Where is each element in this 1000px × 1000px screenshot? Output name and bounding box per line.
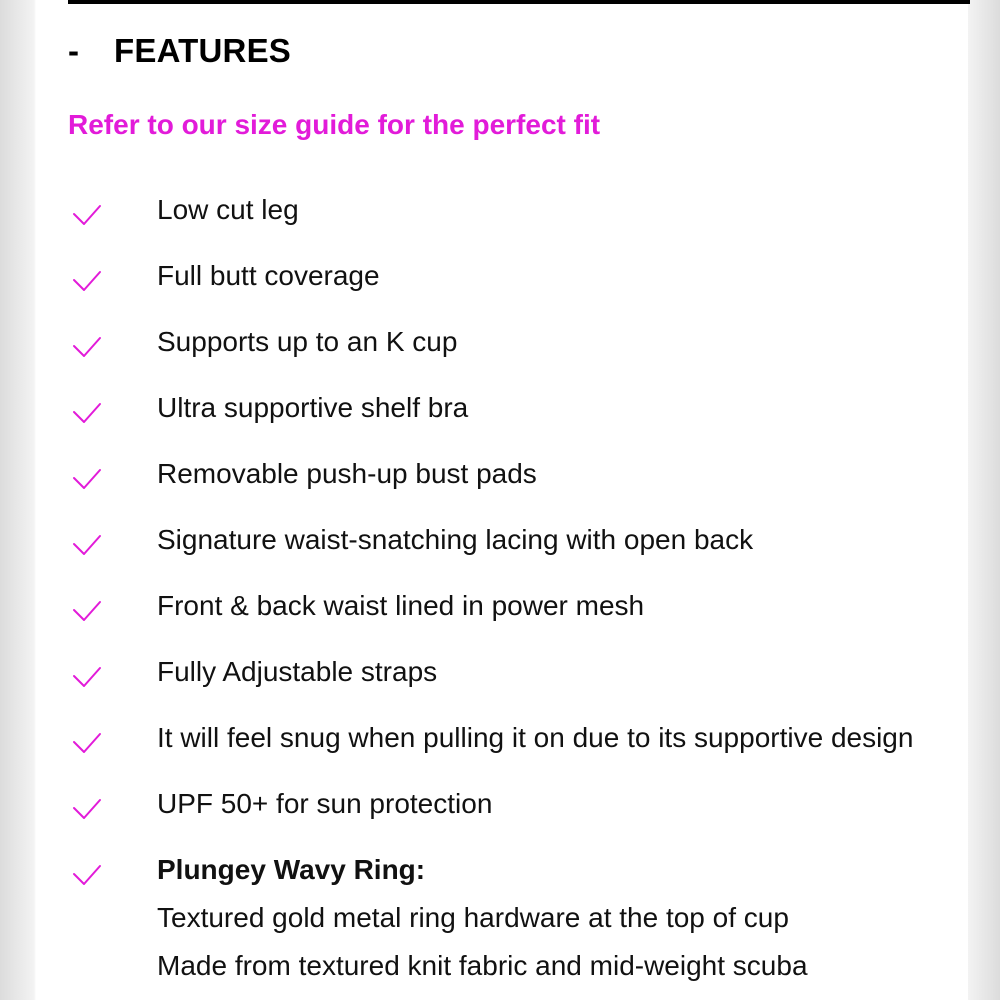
checkmark-icon: [72, 798, 102, 820]
feature-text: UPF 50+ for sun protection: [157, 788, 493, 819]
feature-item: [68, 718, 948, 784]
checkmark-icon: [72, 600, 102, 622]
feature-text: Low cut leg: [157, 194, 299, 225]
features-panel: [36, 0, 968, 1000]
feature-text: It will feel snug when pulling it on due to its supportive design: [157, 722, 914, 753]
checkmark-icon: [72, 666, 102, 688]
feature-item: [68, 520, 948, 586]
feature-text: Removable push-up bust pads: [157, 458, 537, 489]
checkmark-icon: [72, 336, 102, 358]
feature-text: Plungey Wavy Ring:: [157, 854, 426, 885]
size-guide-link[interactable]: Refer to our size guide for the perfect fit: [68, 109, 601, 140]
checkmark-icon: [72, 204, 102, 226]
checkmark-icon: [72, 864, 102, 886]
checkmark-icon: [72, 270, 102, 292]
feature-item: [68, 784, 948, 850]
feature-item: [68, 454, 948, 520]
section-divider: [68, 0, 970, 4]
features-title: FEATURES: [114, 32, 291, 69]
feature-item: [68, 322, 948, 388]
features-list: [68, 190, 948, 916]
checkmark-icon: [72, 468, 102, 490]
feature-item: [68, 586, 948, 652]
ring-detail-line: Made from textured knit fabric and mid-weight scuba: [157, 950, 808, 981]
feature-text: Supports up to an K cup: [157, 326, 458, 357]
feature-text: Signature waist-snatching lacing with open back: [157, 524, 754, 555]
checkmark-icon: [72, 534, 102, 556]
feature-item: [68, 652, 948, 718]
feature-text: Full butt coverage: [157, 260, 380, 291]
checkmark-icon: [72, 402, 102, 424]
feature-item: [68, 256, 948, 322]
feature-text: Fully Adjustable straps: [157, 656, 438, 687]
ring-detail-line: Textured gold metal ring hardware at the top of cup: [157, 902, 789, 933]
features-accordion-header[interactable]: [68, 32, 291, 70]
checkmark-icon: [72, 732, 102, 754]
feature-item: [68, 190, 948, 256]
collapse-toggle-icon[interactable]: -: [68, 32, 80, 69]
feature-item: [68, 388, 948, 454]
feature-text: Front & back waist lined in power mesh: [157, 590, 645, 621]
feature-text: Ultra supportive shelf bra: [157, 392, 469, 423]
